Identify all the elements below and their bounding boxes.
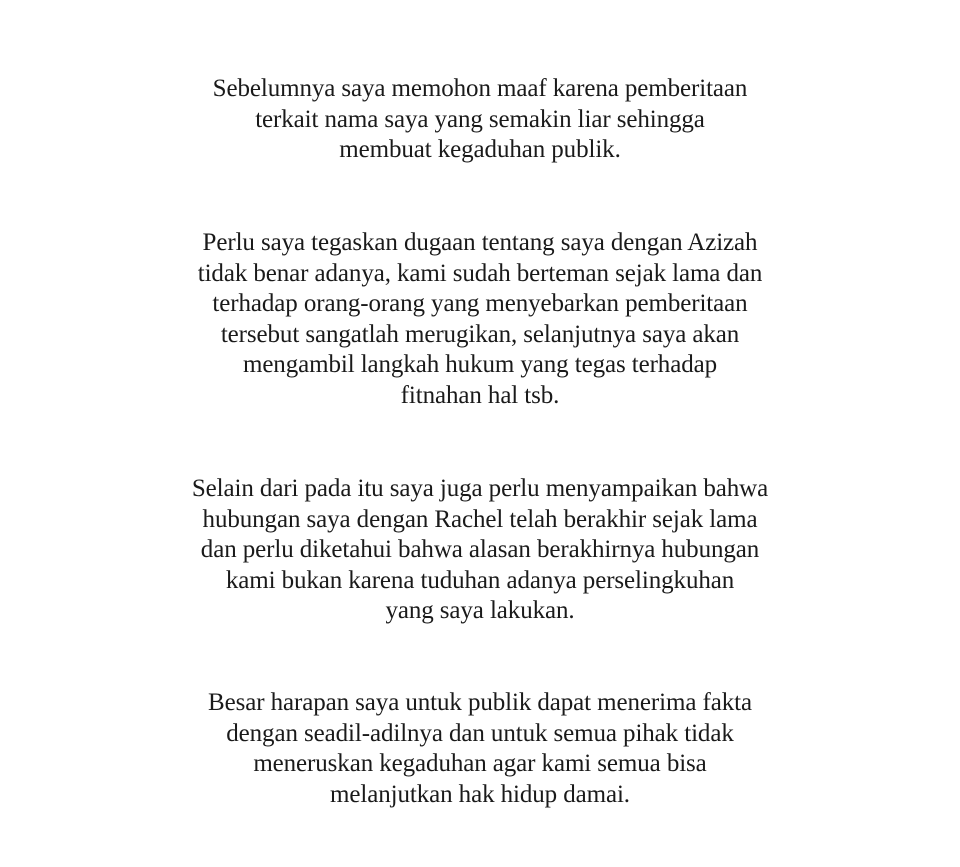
text-line: meneruskan kegaduhan agar kami semua bisa [253, 750, 707, 777]
text-line: membuat kegaduhan publik. [339, 136, 621, 163]
text-line: Perlu saya tegaskan dugaan tentang saya dengan Azizah [202, 229, 758, 256]
text-line: kami bukan karena tuduhan adanya perselingkuhan [225, 566, 735, 594]
text-line: tidak benar adanya, kami sudah berteman sejak lama dan [197, 259, 763, 287]
paragraph-closing [0, 688, 960, 810]
text-line: tersebut sangatlah merugikan, selanjutnya saya akan [220, 320, 740, 348]
text-line: terhadap orang-orang yang menyebarkan pemberitaan [212, 290, 748, 317]
text-line: dengan seadil-adilnya dan untuk semua pihak tidak [226, 719, 734, 747]
text-line: terkait nama saya yang semakin liar sehingga [255, 105, 705, 133]
paragraph-apology [0, 74, 960, 166]
text-line: Besar harapan saya untuk publik dapat menerima fakta [208, 689, 752, 716]
text-line: Sebelumnya saya memohon maaf karena pemberitaan [212, 75, 748, 102]
text-line: Selain dari pada itu saya juga perlu menyampaikan bahwa [191, 475, 769, 502]
text-line: melanjutkan hak hidup damai. [330, 780, 630, 808]
text-line: mengambil langkah hukum yang tegas terhadap [242, 351, 718, 378]
text-line: dan perlu diketahui bahwa alasan berakhirnya hubungan [200, 536, 760, 563]
text-line: hubungan saya dengan Rachel telah berakhir sejak lama [202, 505, 758, 533]
text-line: yang saya lakukan. [385, 597, 575, 624]
text-line: fitnahan hal tsb. [400, 381, 560, 409]
paragraph-relationship [0, 474, 960, 627]
paragraph-clarification [0, 228, 960, 411]
